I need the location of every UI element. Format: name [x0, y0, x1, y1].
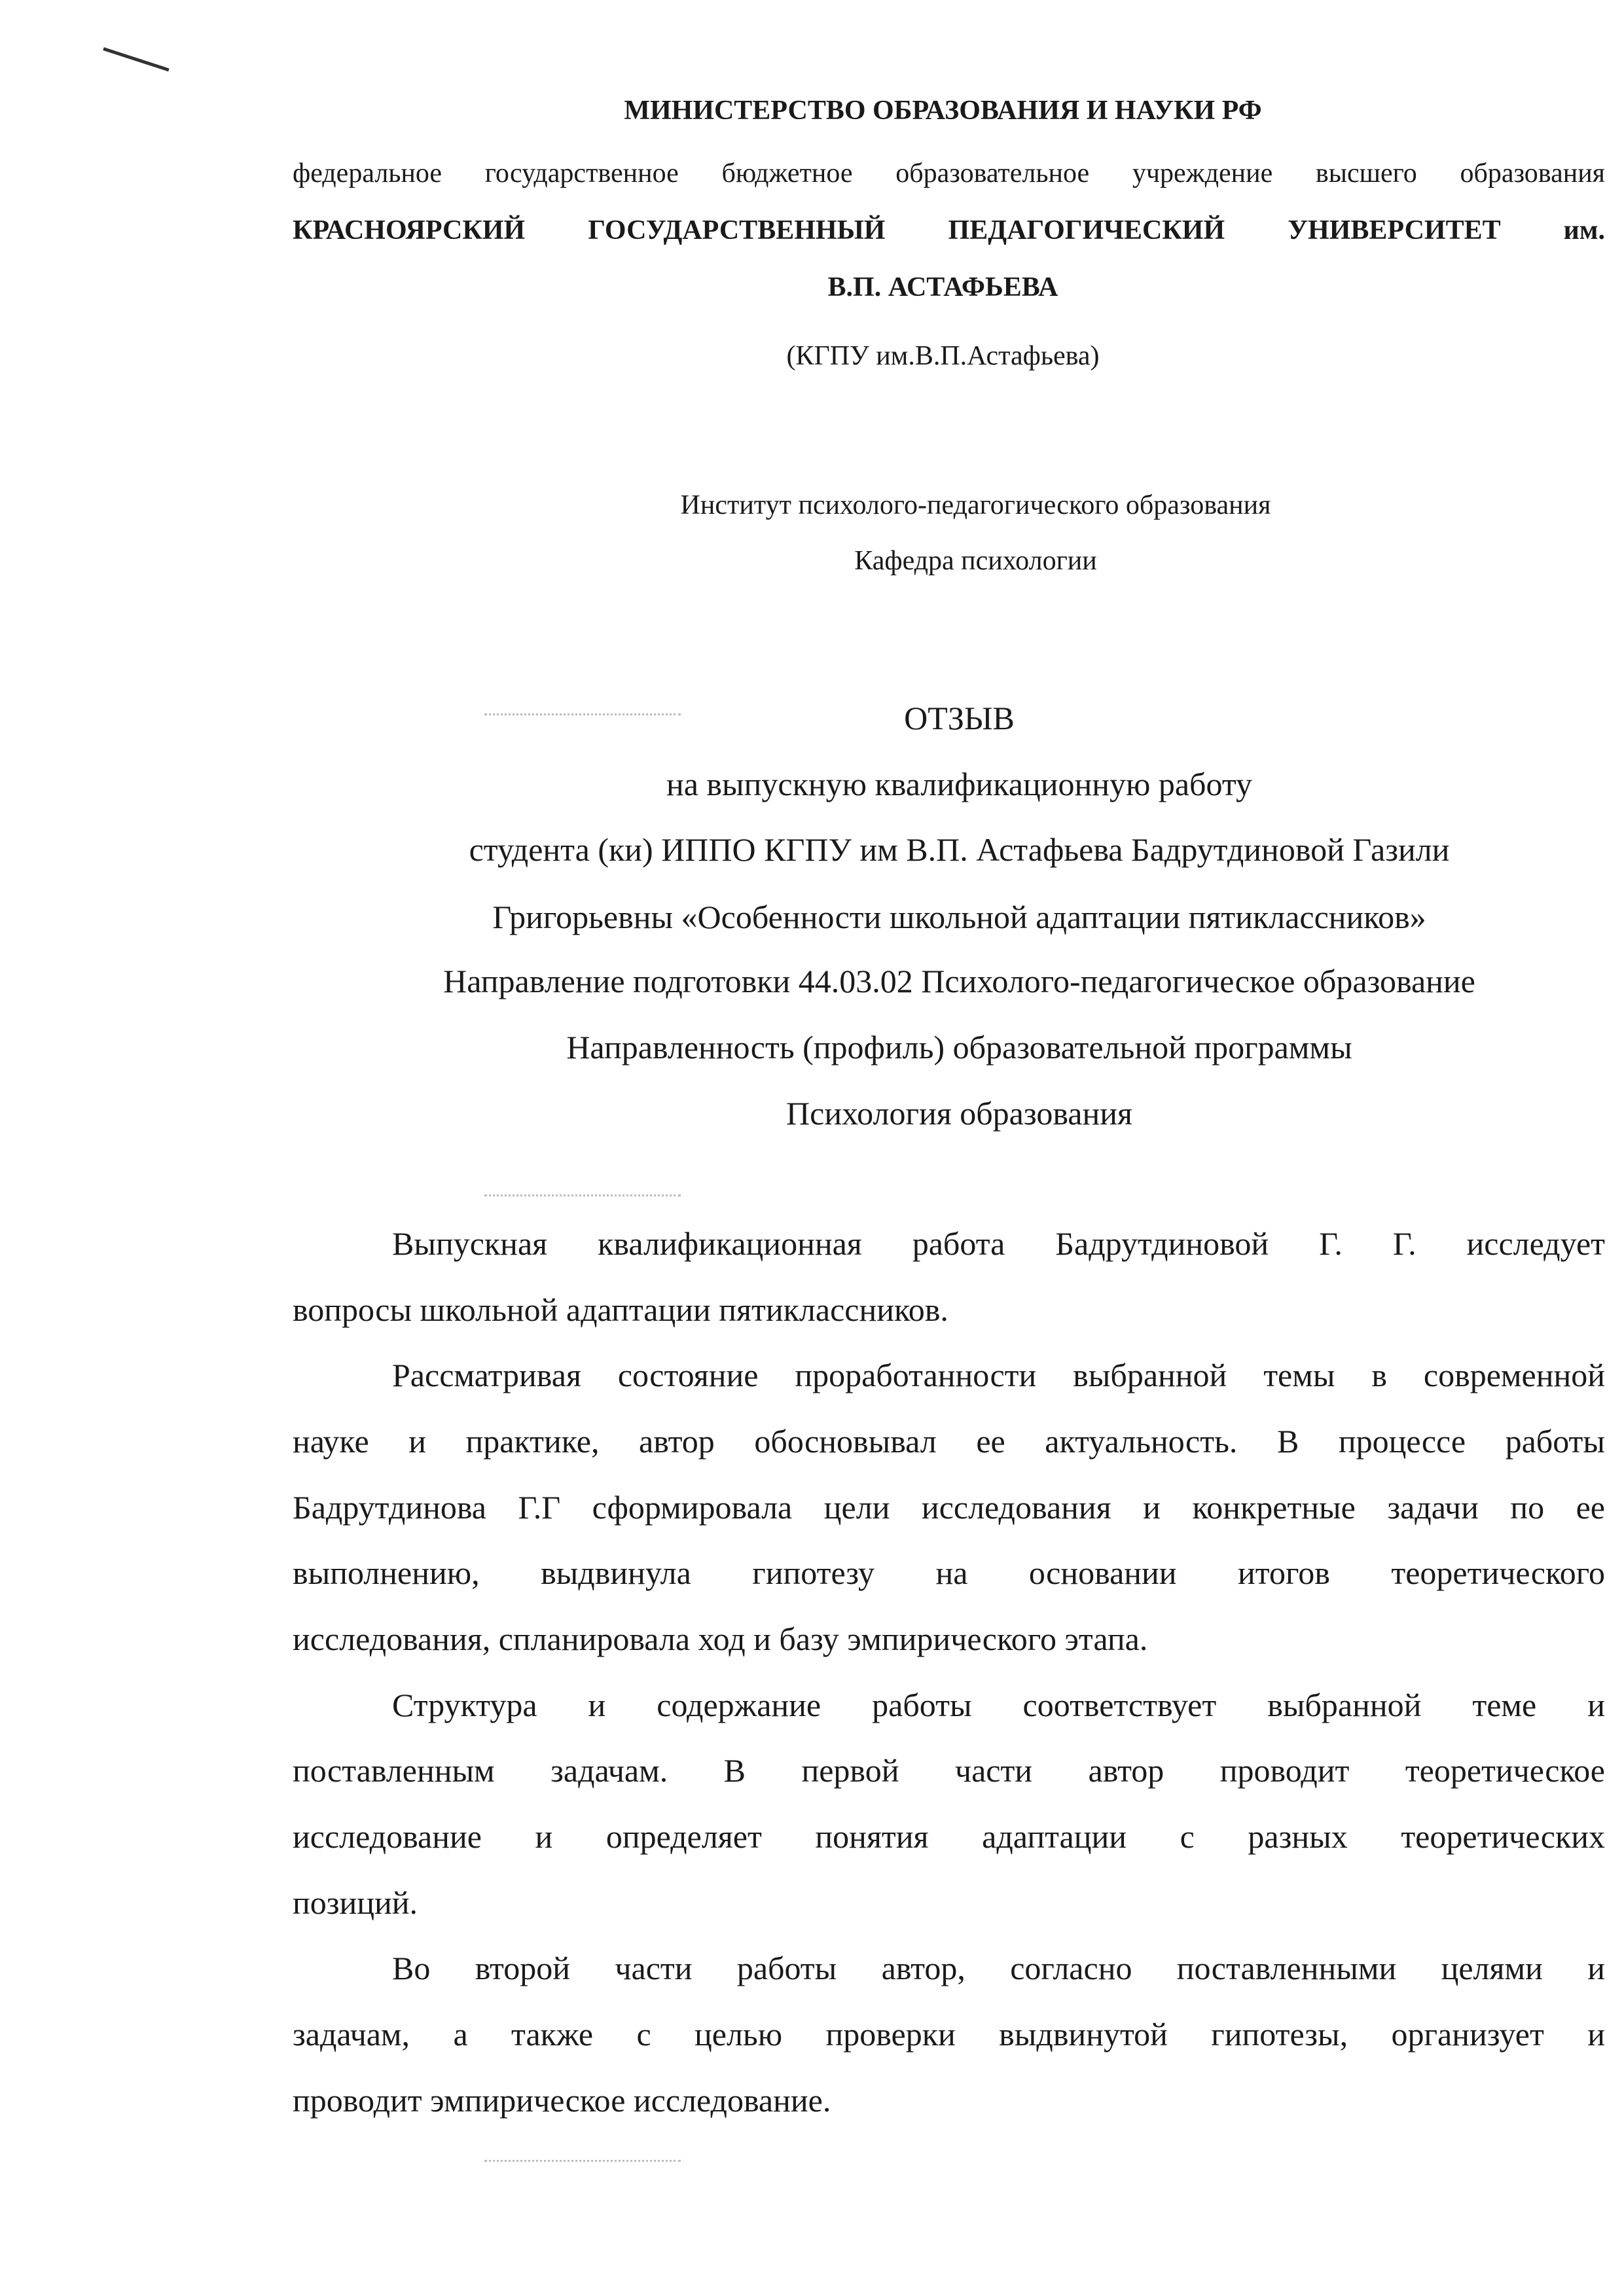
body-line: Бадрутдинова Г.Г сформировала цели исследования и конкретные задачи по ее — [293, 1489, 1605, 1526]
title-line: Направленность (профиль) образовательной программы — [566, 1029, 1352, 1066]
body-line: задачам, а также с целью проверки выдвинутой гипотезы, организует и — [293, 2016, 1605, 2053]
body-line: поставленным задачам. В первой части автор проводит теоретическое — [293, 1752, 1605, 1789]
university-name-line2: В.П. АСТАФЬЕВА — [827, 272, 1058, 302]
department-name: Кафедра психологии — [854, 546, 1097, 576]
title-line: Психология образования — [786, 1095, 1132, 1132]
university-abbreviation: (КГПУ им.В.П.Астафьева) — [786, 341, 1100, 371]
body-line: науке и практике, автор обосновывал ее актуальность. В процессе работы — [293, 1423, 1605, 1460]
body-line: выполнению, выдвинула гипотезу на основании итогов теоретического — [293, 1554, 1605, 1591]
title-line: на выпускную квалификационную работу — [666, 766, 1253, 802]
body-line: вопросы школьной адаптации пятиклассников. — [293, 1291, 948, 1328]
title-line: Григорьевны «Особенности школьной адаптации пятиклассников» — [492, 899, 1426, 935]
university-name-line1: КРАСНОЯРСКИЙ ГОСУДАРСТВЕННЫЙ ПЕДАГОГИЧЕСКИЙ УНИВЕРСИТЕТ им. — [293, 215, 1605, 245]
ministry-heading: МИНИСТЕРСТВО ОБРАЗОВАНИЯ И НАУКИ РФ — [624, 96, 1262, 126]
pen-stroke-mark — [103, 47, 169, 71]
title-line: Направление подготовки 44.03.02 Психолого-педагогическое образование — [443, 963, 1475, 999]
document-title: ОТЗЫВ — [904, 700, 1015, 736]
institute-name: Институт психолого-педагогического образования — [680, 490, 1271, 520]
body-line: Структура и содержание работы соответствует выбранной теме и — [392, 1687, 1605, 1723]
body-line: Выпускная квалификационная работа Бадрутдиновой Г. Г. исследует — [392, 1225, 1605, 1262]
scan-noise — [484, 2160, 681, 2164]
title-line: студента (ки) ИППО КГПУ им В.П. Астафьева Бадрутдиновой Газили — [469, 831, 1450, 868]
body-line: Во второй части работы автор, согласно поставленными целями и — [392, 1950, 1605, 1986]
body-line: исследования, спланировала ход и базу эмпирического этапа. — [293, 1621, 1148, 1657]
body-line: проводит эмпирическое исследование. — [293, 2082, 831, 2119]
institution-type: федеральное государственное бюджетное образовательное учреждение высшего образования — [293, 158, 1605, 188]
body-line: Рассматривая состояние проработанности выбранной темы в современной — [392, 1357, 1605, 1393]
body-line: исследование и определяет понятия адаптации с разных теоретических — [293, 1818, 1605, 1855]
body-line: позиций. — [293, 1884, 418, 1921]
scan-noise — [484, 1194, 681, 1198]
